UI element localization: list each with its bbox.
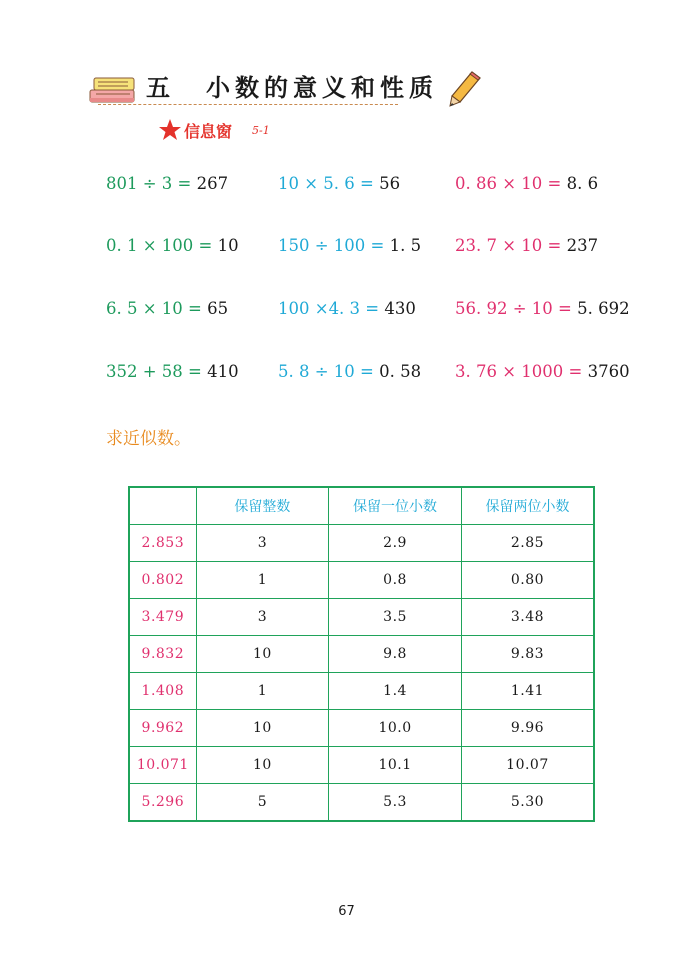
original-number-cell: 0.802 (129, 562, 196, 599)
info-window-title: 信息窗 (184, 122, 233, 141)
rounded-value-cell: 3 (196, 525, 328, 562)
page-number: 67 (338, 904, 355, 919)
original-number-cell: 9.832 (129, 636, 196, 673)
equation (106, 236, 239, 255)
rounding-table (128, 486, 595, 822)
equation (455, 236, 598, 255)
original-number-cell: 3.479 (129, 599, 196, 636)
table-header-cell (129, 487, 196, 525)
rounded-value-cell: 9.83 (461, 636, 594, 673)
equation-result: 1. 5 (389, 236, 422, 255)
equation (106, 174, 228, 193)
equation-result: 5. 692 (577, 299, 630, 318)
table-row (129, 747, 594, 784)
equation-expression: 352 + 58 = (106, 362, 208, 381)
original-number-cell: 2.853 (129, 525, 196, 562)
rounded-value-cell: 0.8 (329, 562, 462, 599)
equation-expression: 0. 1 × 100 = (106, 236, 218, 255)
equation-expression: 56. 92 ÷ 10 = (455, 299, 578, 318)
equation-expression: 801 ÷ 3 = (106, 174, 197, 193)
rounded-value-cell: 2.9 (329, 525, 462, 562)
rounded-value-cell: 3.5 (329, 599, 462, 636)
task-title: 求近似数。 (106, 429, 191, 449)
equation-expression: 150 ÷ 100 = (278, 236, 390, 255)
equation-result: 8. 6 (566, 174, 599, 193)
rounded-value-cell: 1.41 (461, 673, 594, 710)
original-number-cell: 9.962 (129, 710, 196, 747)
equation (106, 362, 239, 381)
equation (455, 299, 630, 318)
equation-result: 56 (379, 174, 401, 193)
original-number-cell: 1.408 (129, 673, 196, 710)
equation-expression: 100 ×4. 3 = (278, 299, 385, 318)
rounded-value-cell: 10 (196, 636, 328, 673)
rounded-value-cell: 9.96 (461, 710, 594, 747)
rounded-value-cell: 1 (196, 562, 328, 599)
table-row (129, 599, 594, 636)
equation-expression: 0. 86 × 10 = (455, 174, 567, 193)
equation (278, 299, 416, 318)
table-row (129, 636, 594, 673)
rounded-value-cell: 10 (196, 710, 328, 747)
rounded-value-cell: 10 (196, 747, 328, 784)
rounded-value-cell: 1 (196, 673, 328, 710)
equation (278, 362, 421, 381)
table-row (129, 784, 594, 822)
rounded-value-cell: 5.3 (329, 784, 462, 822)
rounded-value-cell: 3 (196, 599, 328, 636)
equation (106, 299, 228, 318)
info-window-number: 5-1 (252, 124, 270, 137)
equation (278, 236, 421, 255)
equation-result: 65 (207, 299, 229, 318)
rounded-value-cell: 0.80 (461, 562, 594, 599)
books-icon (88, 72, 140, 108)
equation-result: 0. 58 (379, 362, 422, 381)
chapter-header (80, 66, 500, 112)
table-row (129, 562, 594, 599)
equation-result: 410 (207, 362, 239, 381)
table-row (129, 673, 594, 710)
table-header-row (129, 487, 594, 525)
equation-result: 3760 (587, 362, 630, 381)
rounded-value-cell: 9.8 (329, 636, 462, 673)
equation-expression: 3. 76 × 1000 = (455, 362, 588, 381)
equation-expression: 6. 5 × 10 = (106, 299, 208, 318)
equation-result: 10 (217, 236, 239, 255)
rounded-value-cell: 2.85 (461, 525, 594, 562)
equation (455, 174, 598, 193)
pencil-icon (448, 70, 482, 108)
table-row (129, 710, 594, 747)
rounded-value-cell: 5 (196, 784, 328, 822)
rounded-value-cell: 1.4 (329, 673, 462, 710)
equation-result: 430 (384, 299, 416, 318)
star-icon (158, 118, 182, 142)
rounded-value-cell: 3.48 (461, 599, 594, 636)
rounded-value-cell: 10.0 (329, 710, 462, 747)
original-number-cell: 10.071 (129, 747, 196, 784)
table-header-cell: 保留整数 (196, 487, 328, 525)
equation (455, 362, 630, 381)
original-number-cell: 5.296 (129, 784, 196, 822)
table-header-cell: 保留一位小数 (329, 487, 462, 525)
table-header-cell: 保留两位小数 (461, 487, 594, 525)
chapter-number: 五 (146, 74, 171, 102)
equation (278, 174, 400, 193)
rounded-value-cell: 10.1 (329, 747, 462, 784)
equation-expression: 5. 8 ÷ 10 = (278, 362, 380, 381)
equation-expression: 10 × 5. 6 = (278, 174, 380, 193)
header-dashed-rule (98, 104, 398, 105)
table-row (129, 525, 594, 562)
equation-result: 237 (566, 236, 599, 255)
equation-result: 267 (196, 174, 229, 193)
rounded-value-cell: 10.07 (461, 747, 594, 784)
chapter-title: 小数的意义和性质 (206, 74, 438, 102)
equation-expression: 23. 7 × 10 = (455, 236, 567, 255)
rounded-value-cell: 5.30 (461, 784, 594, 822)
